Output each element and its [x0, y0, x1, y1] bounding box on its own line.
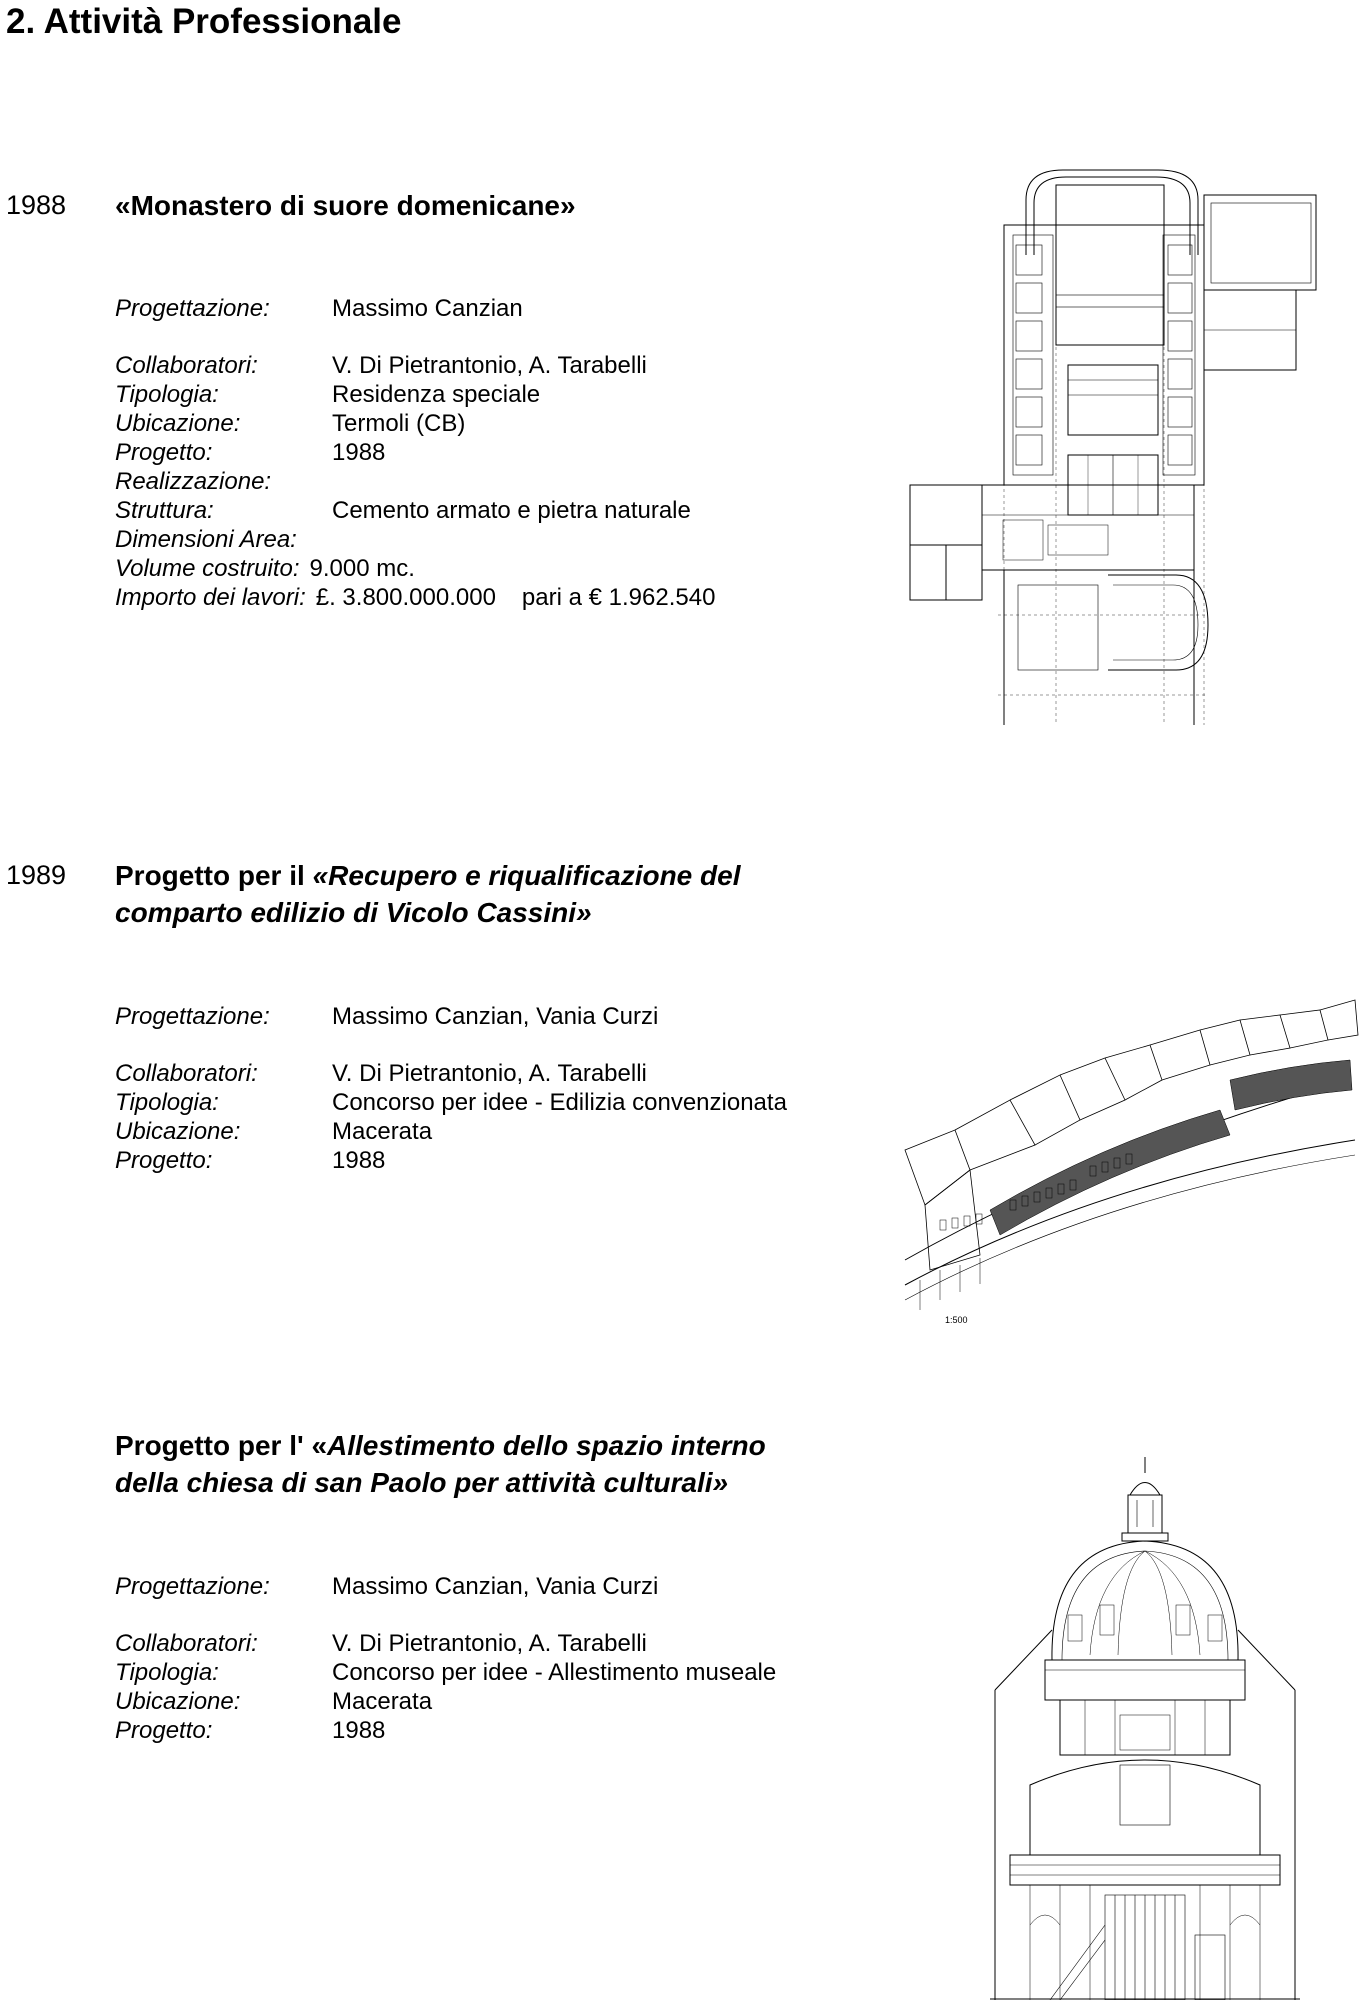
detail-label: Importo dei lavori: [115, 584, 306, 611]
project-title [115, 857, 870, 894]
detail-label: Progetto: [115, 1147, 213, 1174]
project-title-continued [115, 1464, 728, 1501]
detail-row [115, 1716, 776, 1745]
detail-label: Collaboratori: [115, 1630, 258, 1657]
detail-label: Progettazione: [115, 295, 270, 322]
detail-label: Tipologia: [115, 1089, 219, 1116]
title-plain: Progetto per il [115, 860, 313, 891]
detail-value: Concorso per idee - Allestimento museale [332, 1659, 777, 1686]
detail-row [115, 496, 715, 525]
detail-label: Ubicazione: [115, 1118, 241, 1145]
detail-row [115, 380, 715, 409]
detail-value: Massimo Canzian [332, 295, 523, 322]
detail-value: 1988 [332, 1147, 386, 1174]
detail-label: Ubicazione: [115, 1688, 241, 1715]
detail-label: Progetto: [115, 439, 213, 466]
detail-row [115, 1146, 787, 1175]
detail-row [115, 467, 715, 496]
detail-label: Progettazione: [115, 1573, 270, 1600]
title-italic: della chiesa di san Paolo per attività culturali» [115, 1467, 729, 1498]
project-year: 1989 [6, 860, 67, 890]
detail-label: Dimensioni Area: [115, 526, 297, 553]
detail-value: Residenza speciale [332, 381, 541, 408]
detail-row [115, 1572, 776, 1601]
project-title: «Monastero di suore domenicane» [115, 190, 576, 221]
cost-lire: £. 3.800.000.000 [315, 584, 496, 611]
detail-value: Macerata [332, 1118, 433, 1145]
detail-label: Progettazione: [115, 1003, 270, 1030]
detail-label: Collaboratori: [115, 352, 258, 379]
detail-row [115, 554, 715, 583]
detail-row [115, 1059, 787, 1088]
detail-value: 1988 [332, 439, 386, 466]
detail-label: Volume costruito: [115, 555, 300, 582]
detail-value: 9.000 mc. [309, 555, 415, 582]
detail-value: Cemento armato e pietra naturale [332, 497, 691, 524]
project-details [115, 1002, 787, 1175]
project-title [115, 1427, 870, 1464]
title-italic: comparto edilizio di Vicolo Cassini» [115, 897, 592, 928]
project-title-continued [115, 894, 592, 931]
detail-label: Tipologia: [115, 381, 219, 408]
detail-row [115, 351, 715, 380]
detail-value: Massimo Canzian, Vania Curzi [332, 1003, 659, 1030]
detail-value: Concorso per idee - Edilizia convenzionata [332, 1089, 787, 1116]
title-plain: Progetto per l' « [115, 1430, 328, 1461]
detail-row [115, 409, 715, 438]
detail-row [115, 294, 715, 323]
detail-row [115, 583, 715, 612]
detail-value: V. Di Pietrantonio, A. Tarabelli [332, 352, 647, 379]
detail-row [115, 1687, 776, 1716]
church-section-drawing [990, 1455, 1350, 2000]
detail-row [115, 1002, 787, 1031]
detail-value: Macerata [332, 1688, 433, 1715]
detail-row [115, 1088, 787, 1117]
project-details [115, 294, 715, 612]
detail-value: V. Di Pietrantonio, A. Tarabelli [332, 1060, 647, 1087]
detail-label: Collaboratori: [115, 1060, 258, 1087]
detail-label: Tipologia: [115, 1659, 219, 1686]
detail-row [115, 1117, 787, 1146]
street-axonometric-drawing [900, 970, 1360, 1330]
detail-label: Progetto: [115, 1717, 213, 1744]
drawing-scale-label: 1:500 [945, 1315, 968, 1325]
page-heading: 2. Attività Professionale [6, 2, 402, 41]
detail-row [115, 525, 715, 554]
title-italic: «Recupero e riqualificazione del [312, 860, 741, 891]
detail-row [115, 1629, 776, 1658]
detail-label: Ubicazione: [115, 410, 241, 437]
detail-value: 1988 [332, 1717, 386, 1744]
detail-row [115, 1658, 776, 1687]
project-details [115, 1572, 776, 1745]
detail-value [316, 583, 716, 612]
detail-value: Massimo Canzian, Vania Curzi [332, 1573, 659, 1600]
detail-label: Struttura: [115, 497, 214, 524]
detail-row [115, 438, 715, 467]
project-year: 1988 [6, 190, 67, 220]
detail-label: Realizzazione: [115, 468, 272, 495]
detail-value: V. Di Pietrantonio, A. Tarabelli [332, 1630, 647, 1657]
monastery-floor-plan [908, 165, 1318, 725]
detail-value: Termoli (CB) [332, 410, 466, 437]
cost-euro: pari a € 1.962.540 [521, 584, 716, 611]
title-italic: Allestimento dello spazio interno [327, 1430, 766, 1461]
